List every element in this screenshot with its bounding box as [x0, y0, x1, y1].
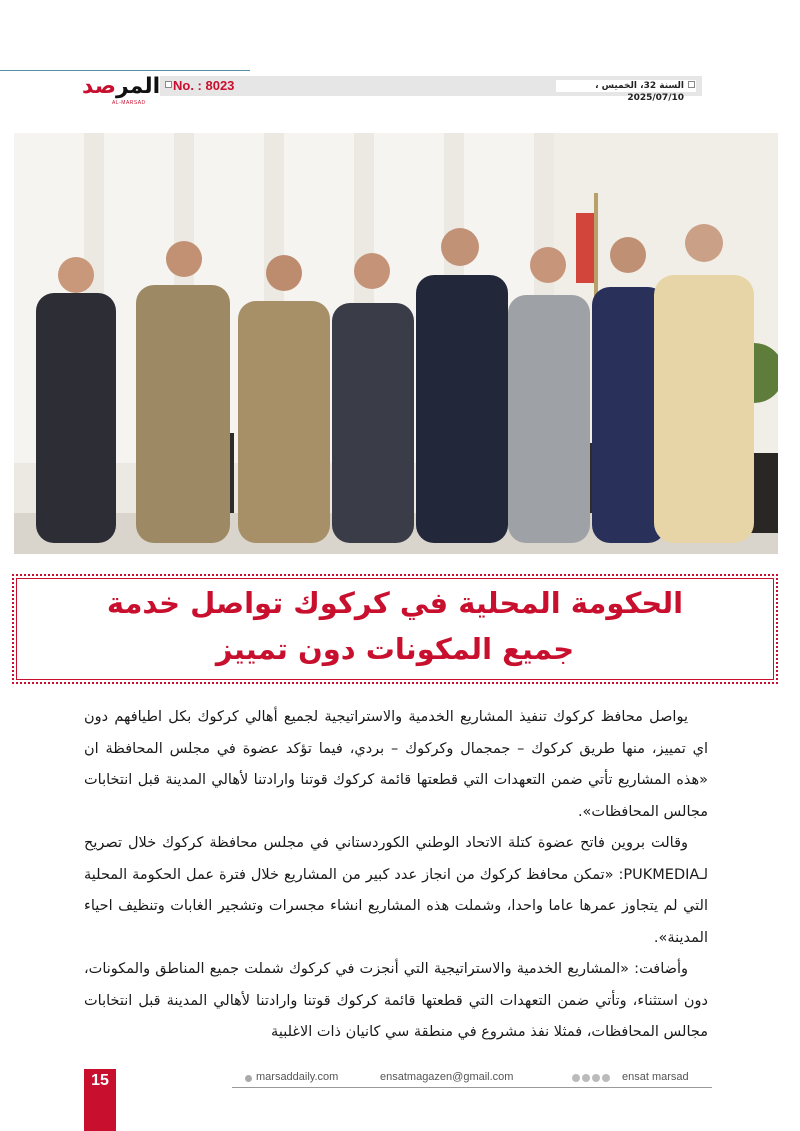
instagram-icon[interactable]	[592, 1074, 600, 1082]
logo-red: صد	[82, 74, 116, 99]
footer-website[interactable]: marsaddaily.com	[256, 1071, 339, 1083]
headline-line-1: الحكومة المحلية في كركوك تواصل خدمة	[106, 586, 684, 620]
social-icons	[572, 1074, 610, 1082]
article-body	[84, 702, 708, 1049]
footer-social-handle: ensat marsad	[622, 1071, 689, 1083]
logo-wordmark	[82, 74, 160, 100]
headline-box	[12, 574, 778, 684]
facebook-icon[interactable]	[572, 1074, 580, 1082]
article-paragraph: وأضافت: «المشاريع الخدمية والاستراتيجية التي أنجزت في كركوك شملت جميع المناطق والمكونات، دون استثناء، وتأتي ضمن التعهدات التي قطعتها قائمة كركوك قوتنا وارادتنا لأهالي المدينة قبل انتخابات مجالس المحافظات، فمثلا نفذ مشروع في منطقة سي كانيان ذات الاغلبية	[84, 961, 708, 1040]
twitter-icon[interactable]	[582, 1074, 590, 1082]
headline-line-2: جميع المكونات دون تمييز	[215, 632, 575, 666]
globe-icon	[245, 1075, 252, 1082]
logo-subtitle: AL-MARSAD	[112, 100, 146, 106]
square-bullet-icon	[165, 81, 172, 88]
page-number: 15	[91, 1072, 109, 1089]
article-photo	[14, 133, 778, 554]
footer-email[interactable]: ensatmagazen@gmail.com	[380, 1071, 514, 1083]
youtube-icon[interactable]	[602, 1074, 610, 1082]
issue-date: السنة 32، الخميس ، 2025/07/10	[595, 81, 684, 103]
logo-black: المر	[115, 74, 161, 99]
square-bullet-icon	[688, 81, 695, 88]
article-paragraph: يواصل محافظ كركوك تنفيذ المشاريع الخدمية والاستراتيجية لجميع أهالي كركوك بكل اطيافهم دون اي تمييز، منها طريق كركوك – جمجمال وكركوك – بردي، فيما تؤكد عضوة في مجلس المحافظة ان «هذه المشاريع تأتي ضمن التعهدات التي قطعتها قائمة كركوك قوتنا وارادتنا لأهالي المدينة قبل انتخابات مجالس المحافظات».	[84, 709, 708, 820]
newspaper-logo[interactable]	[82, 74, 160, 114]
top-divider	[0, 70, 250, 71]
article-paragraph: وقالت بروين فاتح عضوة كتلة الاتحاد الوطني الكوردستاني في مجلس محافظة كركوك خلال تصريح لـPUKMEDIA: «تمكن محافظ كركوك من انجاز عدد كبير من المشاريع خلال فترة عمل الحكومة المحلية التي لم يتجاوز عمرها عاما واحدا، وشملت هذه المشاريع انشاء مجسرات وتشجير الغابات وتنظيف احياء المدينة».	[84, 835, 708, 946]
footer-divider	[232, 1087, 712, 1088]
issue-number: No. : 8023	[173, 78, 235, 93]
